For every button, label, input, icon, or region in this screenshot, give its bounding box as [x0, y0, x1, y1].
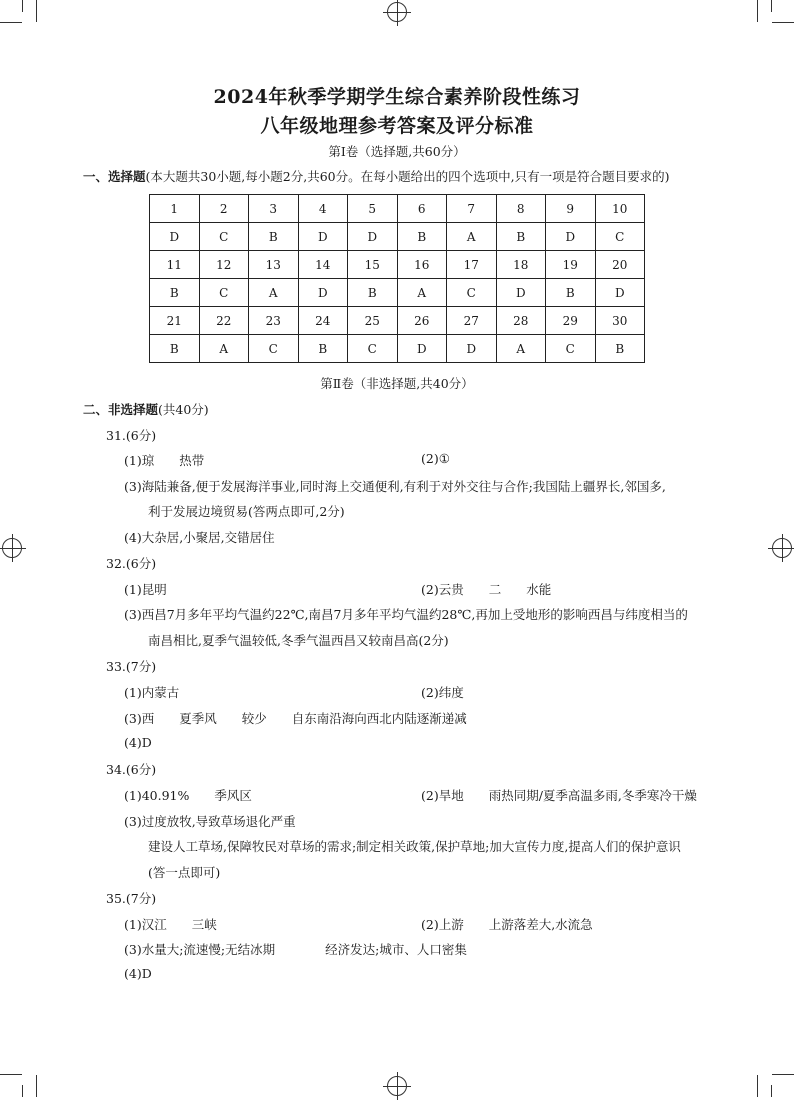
q35-heading: 35.(7分): [106, 891, 157, 906]
document-subtitle: 八年级地理参考答案及评分标准: [260, 115, 534, 137]
question-number-row: [150, 195, 645, 223]
q34-answer-3: (3)过度放牧,导致草场退化严重: [124, 814, 296, 829]
answer-key-cell: B: [496, 223, 546, 251]
question-number-cell: 16: [397, 251, 447, 279]
q32-answer-3-line2: 南昌相比,夏季气温较低,冬季气温西昌又较南昌高(2分): [148, 633, 449, 648]
registration-mark-bottom: [387, 1076, 407, 1096]
q33-heading: 33.(7分): [106, 659, 157, 674]
answer-key-cell: D: [348, 223, 398, 251]
section2-title: 二、非选择题: [83, 402, 159, 417]
question-number-cell: 24: [298, 307, 348, 335]
question-number-cell: 20: [595, 251, 645, 279]
answer-key-cell: C: [199, 223, 249, 251]
question-number-row: [150, 307, 645, 335]
q31-answer-1: (1)琼 热带: [124, 453, 205, 468]
answer-key-cell: D: [595, 279, 645, 307]
answer-key-cell: A: [249, 279, 299, 307]
q32-answer-1: (1)昆明: [124, 582, 167, 597]
answer-key-cell: D: [546, 223, 596, 251]
q34-answer-2: (2)旱地 雨热同期/夏季高温多雨,冬季寒冷干燥: [421, 788, 697, 803]
part2-heading: 第Ⅱ卷（非选择题,共40分）: [320, 376, 474, 391]
q31-heading: 31.(6分): [106, 428, 157, 443]
registration-mark-left: [2, 538, 22, 558]
question-number-cell: 25: [348, 307, 398, 335]
q34-answer-1: (1)40.91% 季风区: [124, 788, 252, 803]
q33-answer-2: (2)纬度: [421, 685, 464, 700]
q32-answer-2: (2)云贵 二 水能: [421, 582, 552, 597]
answer-key-cell: C: [595, 223, 645, 251]
question-number-cell: 18: [496, 251, 546, 279]
question-number-cell: 3: [249, 195, 299, 223]
answer-key-cell: C: [249, 335, 299, 363]
q31-answer-3-line1: (3)海陆兼备,便于发展海洋事业,同时海上交通便利,有利于对外交往与合作;我国陆上疆界长,邻国多,: [124, 479, 666, 494]
answer-key-cell: C: [348, 335, 398, 363]
question-number-cell: 8: [496, 195, 546, 223]
question-number-cell: 12: [199, 251, 249, 279]
q31-answer-3-line2: 利于发展边境贸易(答两点即可,2分): [148, 504, 345, 519]
answer-key-cell: B: [546, 279, 596, 307]
question-number-cell: 26: [397, 307, 447, 335]
question-number-row: [150, 251, 645, 279]
q31-answer-2: (2)①: [421, 451, 450, 466]
question-number-cell: 17: [447, 251, 497, 279]
answer-key-cell: B: [249, 223, 299, 251]
q31-answer-4: (4)大杂居,小聚居,交错居住: [124, 530, 275, 545]
question-number-cell: 6: [397, 195, 447, 223]
section1-title: 一、选择题: [83, 169, 146, 184]
answer-key-cell: C: [447, 279, 497, 307]
answer-key-cell: D: [298, 223, 348, 251]
q33-answer-1: (1)内蒙古: [124, 685, 180, 700]
answer-key-cell: B: [150, 279, 200, 307]
answer-key-cell: C: [546, 335, 596, 363]
section1-description: (本大题共30小题,每小题2分,共60分。在每小题给出的四个选项中,只有一项是符合题目要求的): [145, 169, 670, 184]
question-number-cell: 10: [595, 195, 645, 223]
registration-mark-right: [772, 538, 792, 558]
q33-answer-3: (3)西 夏季风 较少 自东南沿海向西北内陆逐渐递减: [124, 711, 467, 726]
question-number-cell: 15: [348, 251, 398, 279]
question-number-cell: 21: [150, 307, 200, 335]
question-number-cell: 27: [447, 307, 497, 335]
q35-answer-2: (2)上游 上游落差大,水流急: [421, 917, 593, 932]
answer-key-cell: D: [496, 279, 546, 307]
q33-answer-4: (4)D: [124, 735, 152, 750]
answer-key-cell: A: [447, 223, 497, 251]
question-number-cell: 19: [546, 251, 596, 279]
q32-heading: 32.(6分): [106, 556, 157, 571]
question-number-cell: 28: [496, 307, 546, 335]
question-number-cell: 4: [298, 195, 348, 223]
question-number-cell: 9: [546, 195, 596, 223]
section1-heading: [83, 167, 669, 185]
q35-answer-4: (4)D: [124, 966, 152, 981]
question-number-cell: 23: [249, 307, 299, 335]
document-title: 2024年秋季学期学生综合素养阶段性练习: [213, 86, 581, 108]
answer-key-cell: D: [298, 279, 348, 307]
question-number-cell: 5: [348, 195, 398, 223]
section2-description: (共40分): [158, 402, 209, 417]
answer-key-row: [150, 335, 645, 363]
answer-key-row: [150, 223, 645, 251]
registration-mark-top: [387, 2, 407, 22]
question-number-cell: 11: [150, 251, 200, 279]
answer-key-cell: D: [150, 223, 200, 251]
answer-key-cell: B: [348, 279, 398, 307]
question-number-cell: 1: [150, 195, 200, 223]
answer-key-cell: B: [150, 335, 200, 363]
q34-heading: 34.(6分): [106, 762, 157, 777]
answer-key-cell: C: [199, 279, 249, 307]
question-number-cell: 2: [199, 195, 249, 223]
q34-answer-3-line2: 建设人工草场,保障牧民对草场的需求;制定相关政策,保护草地;加大宣传力度,提高人们的保护意识: [148, 839, 681, 854]
q32-answer-3-line1: (3)西昌7月多年平均气温约22℃,南昌7月多年平均气温约28℃,再加上受地形的影响西昌与纬度相当的: [124, 607, 688, 622]
q35-answer-3: (3)水量大;流速慢;无结冰期 经济发达;城市、人口密集: [124, 942, 467, 957]
answer-key-cell: B: [298, 335, 348, 363]
answer-key-cell: A: [496, 335, 546, 363]
question-number-cell: 7: [447, 195, 497, 223]
part1-heading: 第Ⅰ卷（选择题,共60分）: [328, 144, 466, 159]
answer-key-cell: B: [595, 335, 645, 363]
question-number-cell: 30: [595, 307, 645, 335]
question-number-cell: 13: [249, 251, 299, 279]
question-number-cell: 22: [199, 307, 249, 335]
answer-table: [149, 194, 645, 363]
answer-key-cell: A: [397, 279, 447, 307]
section2-heading: [83, 400, 209, 418]
question-number-cell: 29: [546, 307, 596, 335]
answer-key-cell: B: [397, 223, 447, 251]
answer-key-cell: D: [447, 335, 497, 363]
answer-key-cell: A: [199, 335, 249, 363]
q34-answer-3-line3: (答一点即可): [148, 865, 221, 880]
answer-key-row: [150, 279, 645, 307]
question-number-cell: 14: [298, 251, 348, 279]
answer-key-cell: D: [397, 335, 447, 363]
q35-answer-1: (1)汉江 三峡: [124, 917, 217, 932]
